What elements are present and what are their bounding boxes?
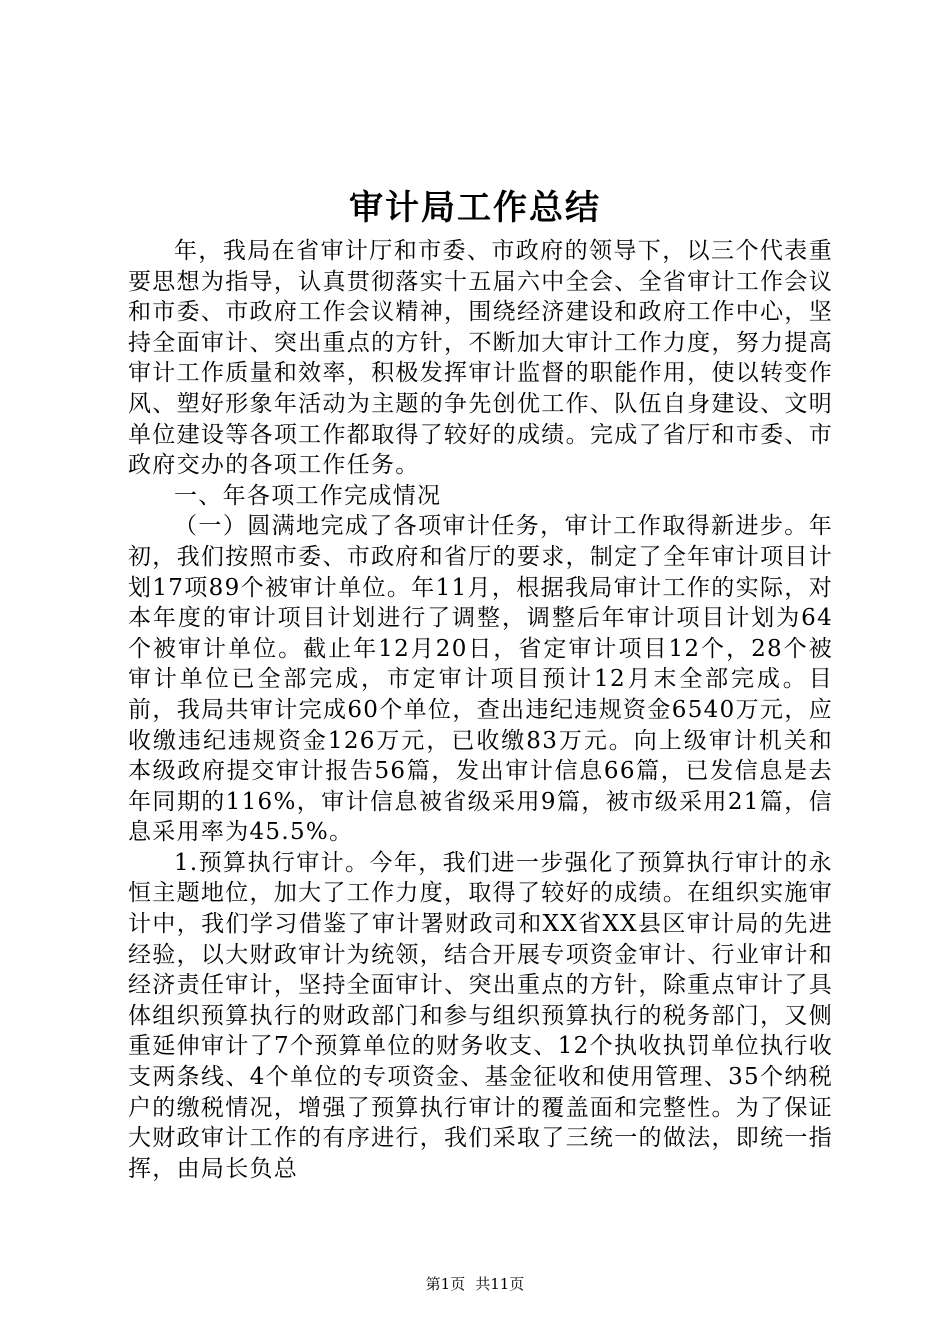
budget-audit-paragraph: 1.预算执行审计。今年，我们进一步强化了预算执行审计的永恒主题地位，加大了工作力度，取得了较好的成绩。在组织实施审计中，我们学习借鉴了审计署财政司和XX省XX县区审计局的先进经验，以大财政审计为统领，结合开展专项资金审计、行业审计和经济责任审计，坚持全面审计、突出重点的方针，除重点审计了具体组织预算执行的财政部门和参与组织预算执行的税务部门，又侧重延伸审计了7个预算单位的财务收支、12个执收执罚单位执行收支两条线、4个单位的专项资金、基金征收和使用管理、35个纳税户的缴税情况，增强了预算执行审计的覆盖面和完整性。为了保证大财政审计工作的有序进行，我们采取了三统一的做法，即统一指挥，由局长负总 [128, 849, 833, 1182]
page-footer [0, 1274, 950, 1294]
page-total: 共11页 [475, 1275, 525, 1293]
intro-paragraph: 年，我局在省审计厅和市委、市政府的领导下，以三个代表重要思想为指导，认真贯彻落实十五届六中全会、全省审计工作会议和市委、市政府工作会议精神，围绕经济建设和政府工作中心，坚持全面审计、突出重点的方针，不断加大审计工作力度，努力提高审计工作质量和效率，积极发挥审计监督的职能作用，使以转变作风、塑好形象年活动为主题的争先创优工作、队伍自身建设、文明单位建设等各项工作都取得了较好的成绩。完成了省厅和市委、市政府交办的各项工作任务。 [128, 238, 833, 479]
document-body [128, 236, 833, 1184]
document-title: 审计局工作总结 [349, 188, 601, 228]
subsection-paragraph: （一）圆满地完成了各项审计任务，审计工作取得新进步。年初，我们按照市委、市政府和省厅的要求，制定了全年审计项目计划17项89个被审计单位。年11月，根据我局审计工作的实际，对本年度的审计项目计划进行了调整，调整后年审计项目计划为64个被审计单位。截止年12月20日，省定审计项目12个，28个被审计单位已全部完成，市定审计项目预计12月末全部完成。目前，我局共审计完成60个单位，查出违纪违规资金6540万元，应收缴违纪违规资金126万元，已收缴83万元。向上级审计机关和本级政府提交审计报告56篇，发出审计信息66篇，已发信息是去年同期的116%，审计信息被省级采用9篇，被市级采用21篇，信息采用率为45.5%。 [128, 513, 833, 846]
section-heading: 一、年各项工作完成情况 [174, 482, 442, 509]
page-number: 第1页 [425, 1275, 466, 1293]
